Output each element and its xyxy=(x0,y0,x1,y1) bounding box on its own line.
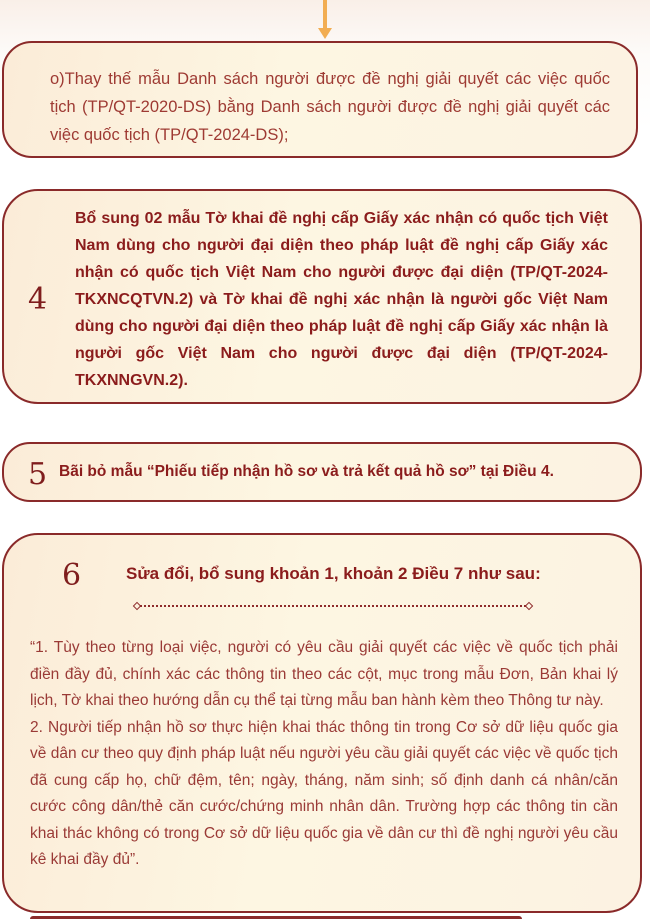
diamond-icon xyxy=(133,602,141,610)
connector-line xyxy=(323,0,327,29)
section-4 xyxy=(2,189,642,404)
section-6 xyxy=(2,533,642,913)
section-4-text: Bổ sung 02 mẫu Tờ khai đề nghị cấp Giấy xác nhận có quốc tịch Việt Nam dùng cho người đại diện theo pháp luật đề nghị cấp Giấy xác nhận có quốc tịch Việt Nam cho người được đại diện (TP/QT-2024-TKXNCQTVN.2) và Tờ khai đề nghị xác nhận là người gốc Việt Nam dùng cho người đại diện theo pháp luật đề nghị cấp Giấy xác nhận là người gốc Việt Nam cho người được đại diện (TP/QT-2024- TKXNNGVN.2). xyxy=(75,210,608,389)
section-6-number: 6 xyxy=(62,558,82,593)
diamond-icon xyxy=(525,602,533,610)
section-5 xyxy=(2,442,642,502)
section-5-number: 5 xyxy=(28,457,48,492)
section-6-heading: Sửa đổi, bổ sung khoản 1, khoản 2 Điều 7 như sau: xyxy=(126,564,541,583)
section-6-paragraph-2: 2. Người tiếp nhận hồ sơ thực hiện khai thác thông tin trong Cơ sở dữ liệu quốc gia về dân cư theo quy định pháp luật nếu người yêu cầu giải quyết các việc về quốc tịch đã cung cấp họ, chữ đệm, tên; ngày, tháng, năm sinh; số định danh cá nhân/căn cước công dân/thẻ căn cước/chứng minh nhân dân. Trường hợp các thông tin cần khai thác không có trong Cơ sở dữ liệu quốc gia về dân cư thì đề nghị người yêu cầu kê khai đầy đủ”. xyxy=(30,718,618,868)
section-6-paragraph-1: “1. Tùy theo từng loại việc, người có yêu cầu giải quyết các việc về quốc tịch phải điền đầy đủ, chính xác các thông tin theo các cột, mục trong mẫu Đơn, Bản khai lý lịch, Tờ khai theo hướng dẫn cụ thể tại từng mẫu ban hành kèm theo Thông tư này. xyxy=(30,639,618,709)
decorative-divider xyxy=(134,603,532,609)
dotted-line xyxy=(140,605,526,607)
section-4-number: 4 xyxy=(28,282,48,317)
section-clause-o xyxy=(2,41,638,158)
connector xyxy=(0,0,650,41)
clause-o-text: o)Thay thế mẫu Danh sách người được đề nghị giải quyết các việc quốc tịch (TP/QT-2020-DS) bằng Danh sách người được đề nghị giải quyết các việc quốc tịch (TP/QT-2024-DS); xyxy=(50,70,610,144)
section-5-text: Bãi bỏ mẫu “Phiếu tiếp nhận hồ sơ và trả kết quả hồ sơ” tại Điều 4. xyxy=(59,463,554,480)
arrow-down-icon xyxy=(318,28,332,39)
section-6-body xyxy=(30,635,618,903)
